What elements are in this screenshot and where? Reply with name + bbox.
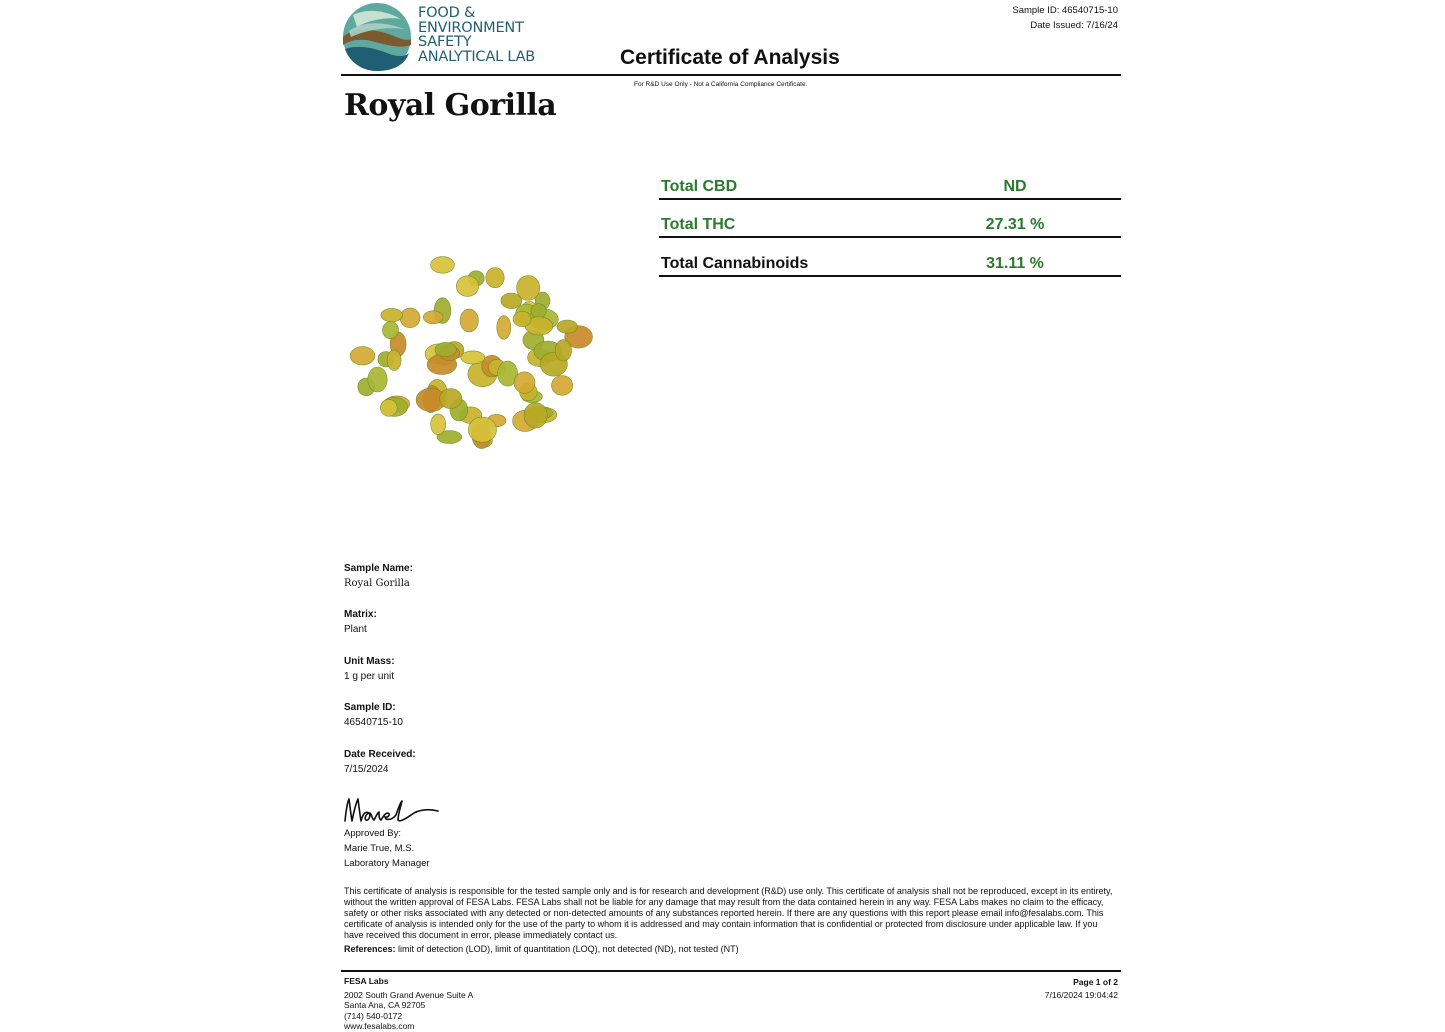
sample-id-value: 46540715-10 (344, 717, 403, 728)
bud-shape (350, 347, 375, 365)
references-text: limit of detection (LOD), limit of quantitation (LOQ), not detected (ND), not tested (NT) (398, 944, 739, 954)
summary-label: Total CBD (661, 178, 738, 195)
approver-role: Laboratory Manager (344, 858, 430, 869)
sample-name-block (344, 563, 413, 589)
bud-shape (524, 403, 547, 429)
summary-label: Total THC (661, 216, 736, 233)
approval-block (344, 826, 430, 871)
bud-shape (381, 308, 403, 321)
logo-line: ENVIRONMENT (418, 19, 524, 36)
unit-mass-block (344, 656, 395, 682)
bud-shape (368, 367, 387, 392)
unit-mass-label: Unit Mass: (344, 656, 395, 667)
document-title: Certificate of Analysis (620, 46, 840, 69)
row-divider (659, 198, 1121, 200)
compliance-note: For R&D Use Only - Not a California Compliance Certificate. (634, 81, 808, 88)
summary-row-cbd (659, 178, 1121, 216)
logo-line: SAFETY (418, 34, 472, 50)
date-received-value: 7/15/2024 (344, 764, 389, 775)
footer-company: FESA Labs (344, 976, 389, 986)
footer-address-line1: 2002 South Grand Avenue Suite A (344, 989, 474, 1000)
sample-name-value: Royal Gorilla (344, 578, 410, 589)
footer-address (344, 976, 473, 1032)
bud-shape (431, 257, 455, 274)
footer-timestamp: 7/16/2024 19:04:42 (1044, 990, 1118, 1000)
bud-shape (517, 276, 540, 301)
page-number: Page 1 of 2 (1073, 977, 1118, 987)
bud-shape (486, 268, 504, 288)
bud-shape (555, 340, 571, 361)
matrix-block (344, 609, 377, 635)
bud-shape (456, 276, 478, 297)
logo-wordmark (418, 6, 535, 64)
bud-shape (380, 400, 397, 417)
summary-label: Total Cannabinoids (661, 255, 809, 272)
sample-name-label: Sample Name: (344, 563, 413, 574)
row-divider (659, 236, 1121, 238)
summary-row-thc (659, 216, 1121, 254)
bud-shape (435, 342, 456, 356)
product-photo (344, 250, 599, 470)
date-received-label: Date Received: (344, 749, 416, 760)
header-sample-id: Sample ID: 46540715-10 (1012, 5, 1118, 16)
footer-divider (341, 970, 1121, 972)
header-divider (341, 74, 1121, 76)
bud-shape (387, 350, 401, 371)
sample-id-block (344, 702, 403, 728)
footer-address-line2: Santa Ana, CA 92705 (344, 1000, 426, 1010)
bud-shape (400, 308, 420, 328)
summary-value: 31.11 % (986, 255, 1044, 272)
header-date-issued: Date Issued: 7/16/24 (1030, 20, 1118, 31)
summary-value: 27.31 % (985, 216, 1045, 233)
product-name: Royal Gorilla (344, 88, 557, 123)
bud-shape (497, 316, 511, 340)
bud-shape (513, 311, 531, 326)
footer-page-info (1045, 976, 1118, 1002)
logo-line: ANALYTICAL LAB (418, 48, 536, 65)
approved-by-label: Approved By: (344, 828, 402, 839)
bud-shape (531, 304, 546, 318)
bud-shape (440, 389, 462, 409)
bud-shape (461, 351, 485, 364)
summary-row-total-cannabinoids (659, 255, 1121, 293)
bud-shape (557, 320, 578, 333)
references (344, 944, 739, 954)
approver-name: Marie True, M.S. (344, 843, 415, 854)
date-received-block (344, 749, 416, 775)
footer-phone: (714) 540-0172 (344, 1010, 403, 1021)
matrix-value: Plant (344, 624, 367, 635)
summary-value: ND (1003, 178, 1027, 195)
bud-shape (468, 417, 496, 442)
signature (342, 793, 442, 827)
header-meta (1012, 3, 1118, 33)
bud-shape (423, 311, 443, 324)
bud-shape (460, 309, 478, 332)
references-label: References: (344, 944, 396, 954)
matrix-label: Matrix: (344, 609, 377, 620)
bud-shape (552, 376, 573, 396)
footer-website[interactable]: www.fesalabs.com (344, 1021, 415, 1031)
bud-shape (383, 322, 399, 339)
sample-id-label: Sample ID: (344, 702, 396, 713)
bud-shape (514, 372, 535, 393)
logo-line: FOOD & (418, 5, 476, 21)
disclaimer-text: This certificate of analysis is responsible for the tested sample only and is for research and development (R&D) use only. This certificate of analysis shall not be reproduced, except in its entirety, without the written approval of FESA Labs. FESA Labs shall not be liable for any damage that may result from the data contained herein in any way. FESA Labs makes no claim to the efficacy, safety or other risks associated with any detected or non-detected amounts of any substances reported herein. If there are any questions with this report please email info@fesalabs.com. This certificate of analysis is intended only for the use of the party to whom it is addressed and may contain information that is confidential or protected from disclosure under applicable law. If you have received this document in error, please immediately contact us. (344, 886, 1113, 940)
unit-mass-value: 1 g per unit (344, 671, 395, 682)
bud-shape (431, 414, 446, 435)
row-divider (659, 275, 1121, 277)
